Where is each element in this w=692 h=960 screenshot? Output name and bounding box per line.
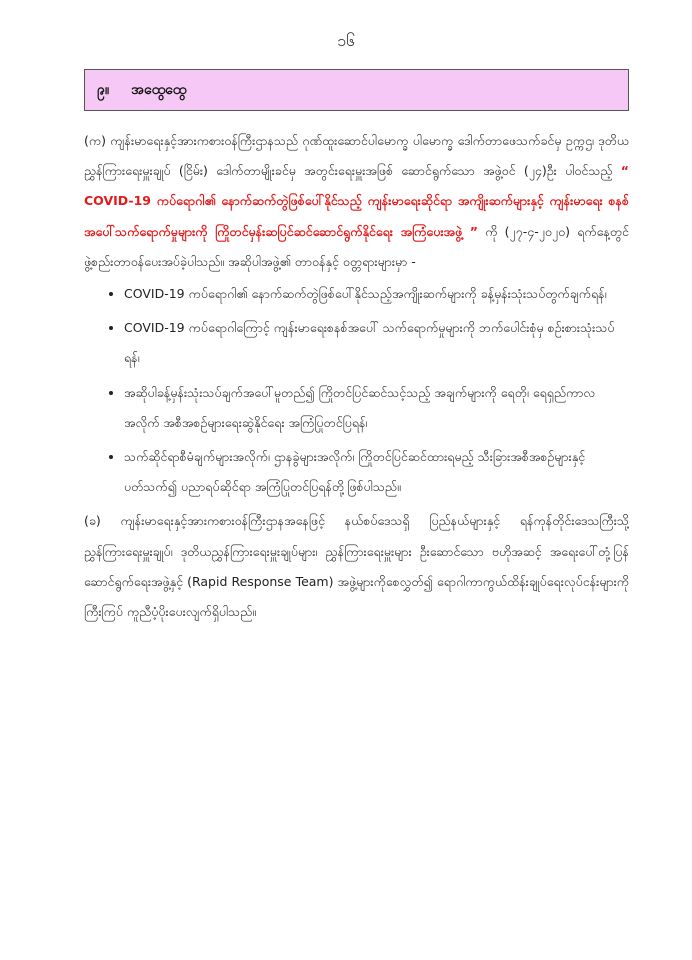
duties-list	[84, 279, 629, 502]
paragraph-a	[84, 126, 629, 277]
list-item: • သက်ဆိုင်ရာစီမံချက်များအလိုက်၊ ဌာနခွဲများအလိုက်၊ ကြိုတင်ပြင်ဆင်ထားရမည့် သီးခြားအစီအစဉ်များနှင့်ပတ်သက်၍ ပညာရပ်ဆိုင်ရာ အကြံပြုတင်ပြရန်တို့ဖြစ်ပါသည်။	[124, 442, 629, 502]
page-number: ၁၆	[337, 31, 355, 50]
document-body	[84, 126, 629, 627]
list-item: • COVID-19 ကပ်ရောဂါ၏ နောက်ဆက်တွဲဖြစ်ပေါ်နိုင်သည့်အကျိုးဆက်များကို ခန့်မှန်းသုံးသပ်တွက်ချက်ရန်၊	[124, 279, 629, 309]
section-heading	[84, 69, 629, 111]
list-item: • အဆိုပါခန့်မှန်းသုံးသပ်ချက်အပေါ်မူတည်၍ ကြိုတင်ပြင်ဆင်သင့်သည့် အချက်များကို ရေတို၊ ရေရှည်ကာလအလိုက် အစီအစဉ်များရေးဆွဲနိုင်ရေး အကြံပြုတင်ပြရန်၊	[124, 378, 629, 438]
paragraph-a-lead: (က) ကျန်းမာရေးနှင့်အားကစားဝန်ကြီးဌာနသည် ဂုဏ်ထူးဆောင်ပါမောက္ခ ပါမောက္ခ ဒေါက်တာဖေသက်ခင်မှ ဥက္ကဌ၊ ဒုတိယညွှန်ကြားရေးမှူးချုပ် (ငြိမ်း) ဒေါက်တာမျိုးခင်မှ အတွင်းရေးမှူးအဖြစ် ဆောင်ရွက်သော အဖွဲ့ဝင် (၂၄)ဦး ပါဝင်သည့်	[84, 133, 629, 179]
paragraph-a-tail: ကို (၂၇-၄-၂၀၂၀) ရက်နေ့တွင် ဖွဲ့စည်းတာဝန်ပေးအပ်ခဲ့ပါသည်။ အဆိုပါအဖွဲ့၏ တာဝန်နှင့် ဝတ္တရားများမှာ -	[84, 223, 629, 269]
section-number: ၉။	[97, 81, 110, 98]
paragraph-b: (ခ) ကျန်းမာရေးနှင့်အားကစားဝန်ကြီးဌာနအနေဖြင့် နယ်စပ်ဒေသရှိ ပြည်နယ်များနှင့် ရန်ကုန်တိုင်းဒေသကြီးသို့ညွှန်ကြားရေးမှူးချုပ်၊ ဒုတိယညွှန်ကြားရေးမှူးချုပ်များ၊ ညွှန်ကြားရေးမှူးများ ဦးဆောင်သော ဗဟိုအဆင့် အရေးပေါ်တုံ့ပြန်ဆောင်ရွက်ရေးအဖွဲ့နှင့် (Rapid Response Team) အဖွဲ့များကိုစေလွှတ်၍ ရောဂါကာကွယ်ထိန်းချုပ်ရေးလုပ်ငန်းများကို ကြီးကြပ် ကူညီပံ့ပိုးပေးလျက်ရှိပါသည်။	[84, 513, 629, 620]
committee-name-highlight: “ COVID-19 ကပ်ရောဂါ၏ နောက်ဆက်တွဲဖြစ်ပေါ်နိုင်သည့် ကျန်းမာရေးဆိုင်ရာ အကျိုးဆက်များနှင့် ကျန်းမာရေး စနစ်အပေါ်သက်ရောက်မှုများကို ကြိုတင်မှန်းဆပြင်ဆင်ဆောင်ရွက်နိုင်ရေး အကြံပေးအဖွဲ့ ”	[84, 163, 629, 239]
list-item: • COVID-19 ကပ်ရောဂါကြောင့် ကျန်းမာရေးစနစ်အပေါ် သက်ရောက်မှုများကို ဘက်ပေါင်းစုံမှ စဉ်းစားသုံးသပ်ရန်၊	[124, 313, 629, 373]
section-title: အထွေထွေ	[131, 81, 187, 98]
